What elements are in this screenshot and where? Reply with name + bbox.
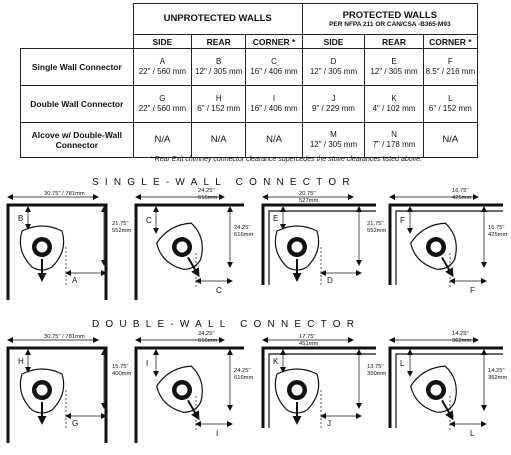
cell-letter: N (391, 130, 397, 139)
cell-letter: H (215, 94, 222, 103)
cell-value: 9" / 229 mm (312, 104, 355, 113)
stove-icon (275, 369, 318, 420)
diagram-single-2 (136, 188, 254, 300)
footnote: * Rear Exit chimney connector clearance supercedes the stove clearances listed above. (150, 156, 422, 163)
clearance-letter: I (216, 429, 219, 438)
cell-letter: C (271, 57, 277, 66)
dimension-label: 362mm (488, 375, 508, 381)
dimension-label: 616mm (234, 375, 254, 381)
dimension-label: 21.75" (112, 221, 129, 227)
col-header: CORNER * (246, 35, 302, 49)
dimension-label: 24.25" (234, 368, 251, 374)
clearance-letter: E (273, 214, 279, 223)
stove-icon (407, 218, 470, 284)
row-label: Single Wall Connector (21, 49, 134, 86)
dimension-label: 16.75" (488, 225, 505, 231)
clearance-letter: H (18, 357, 24, 366)
header-unprotected: UNPROTECTED WALLS (133, 4, 302, 35)
dimension-label: 14.25" (452, 331, 469, 337)
table-cell: N/A (246, 123, 302, 158)
cell-value: 6" / 152 mm (197, 104, 241, 113)
table-cell: N/A (133, 123, 191, 158)
dimension-label: 527mm (299, 198, 319, 204)
cell-value: 22" / 560 mm (138, 67, 187, 76)
clearance-letter: L (400, 359, 405, 368)
clearance-letter: B (18, 214, 24, 223)
clearance-letter: L (470, 429, 475, 438)
col-header: REAR (365, 35, 423, 49)
diagram-single-3 (263, 191, 387, 285)
col-header: SIDE (133, 35, 191, 49)
dimension-label: 21.75" (367, 221, 384, 227)
clearance-letter: J (327, 419, 331, 428)
diagram-double-3 (263, 334, 387, 428)
dimension-label: 451mm (299, 341, 319, 347)
dimension-label: 24.25" (234, 225, 251, 231)
stove-icon (20, 369, 63, 420)
dimension-label: 30.75" / 781mm (44, 334, 85, 340)
flue-opening (37, 385, 48, 396)
stove-icon (20, 226, 63, 277)
clearance-letter: K (273, 357, 279, 366)
clearance-letter: I (146, 359, 149, 368)
cell-letter: G (159, 94, 166, 103)
diagram-single-4 (390, 188, 508, 295)
dimension-label: 552mm (112, 228, 132, 234)
cell-value: 12" / 305 mm (309, 67, 358, 76)
cell-value: 16" / 406 mm (250, 104, 298, 113)
section-title-double: DOUBLE-WALL CONNECTOR (92, 319, 361, 330)
row-label: Double Wall Connector (21, 86, 134, 123)
dimension-label: 616mm (198, 338, 218, 344)
cell-letter: D (330, 57, 337, 66)
cell-value: 7" / 178 mm (372, 140, 416, 149)
cell-letter: L (448, 94, 453, 103)
cell-letter: I (272, 94, 276, 103)
clearance-letter: A (72, 276, 78, 285)
dimension-label: 24.25" (198, 188, 215, 194)
clearance-letter: F (400, 216, 405, 225)
cell-value: 8.5" / 216 mm (425, 67, 476, 76)
cell-value: 4" / 102 mm (372, 104, 416, 113)
cell-letter: A (159, 57, 166, 66)
dimension-label: 16.75" (452, 188, 469, 194)
dimension-label: 15.75" (112, 364, 129, 370)
flue-opening (292, 242, 303, 253)
stove-icon (153, 218, 216, 284)
clearance-letter: C (146, 216, 152, 225)
dimension-label: 13.75" (367, 364, 384, 370)
dimension-label: 425mm (452, 195, 472, 201)
stove-icon (407, 361, 470, 427)
dimension-label: 616mm (198, 195, 218, 201)
clearance-letter: F (470, 286, 475, 295)
flue-opening (292, 385, 303, 396)
cell-value: 22" / 560 mm (138, 104, 187, 113)
header-protected-sub: PER NFPA 211 OR CAN/CSA -B365-M93 (329, 20, 451, 28)
dimension-label: 20.75" (299, 191, 316, 197)
cell-letter: F (447, 57, 453, 66)
diagram-single-1 (8, 191, 132, 300)
col-header: SIDE (302, 35, 365, 49)
col-header: REAR (192, 35, 246, 49)
dimension-label: 350mm (367, 371, 387, 377)
cell-letter: B (216, 57, 222, 66)
table-cell: N/A (192, 123, 246, 158)
clearance-letter: D (327, 276, 333, 285)
flue-opening (37, 242, 48, 253)
stove-icon (153, 361, 216, 427)
table-cell: N/A (423, 123, 477, 158)
dimension-label: 362mm (452, 338, 472, 344)
cell-value: 12" / 305 mm (370, 67, 418, 76)
cell-value: 16" / 406 mm (250, 67, 298, 76)
dimension-label: 30.75" / 781mm (44, 191, 85, 197)
cell-letter: K (391, 94, 397, 103)
clearance-letter: G (72, 419, 79, 428)
stove-icon (275, 226, 318, 277)
dimension-label: 17.75" (299, 334, 316, 340)
dimension-label: 400mm (112, 371, 132, 377)
section-title-single: SINGLE-WALL CONNECTOR (92, 177, 356, 188)
cell-value: 12" / 305 mm (195, 67, 243, 76)
dimension-label: 14.25" (488, 368, 505, 374)
cell-value: 6" / 152 mm (428, 104, 472, 113)
cell-value: 12" / 305 mm (309, 140, 358, 149)
col-header: CORNER * (423, 35, 477, 49)
cell-letter: E (391, 57, 397, 66)
header-protected-title: PROTECTED WALLS (342, 9, 438, 21)
cell-letter: M (330, 130, 337, 139)
dimension-label: 552mm (367, 228, 387, 234)
diagram-double-1 (8, 334, 132, 443)
diagram-double-2 (136, 331, 254, 443)
dimension-label: 425mm (488, 232, 508, 238)
clearance-letter: C (216, 286, 222, 295)
cell-letter: J (331, 94, 336, 103)
dimension-label: 24.25" (198, 331, 215, 337)
row-label: Alcove w/ Double-Wall Connector (21, 123, 134, 158)
diagram-double-4 (390, 331, 508, 438)
dimension-label: 616mm (234, 232, 254, 238)
